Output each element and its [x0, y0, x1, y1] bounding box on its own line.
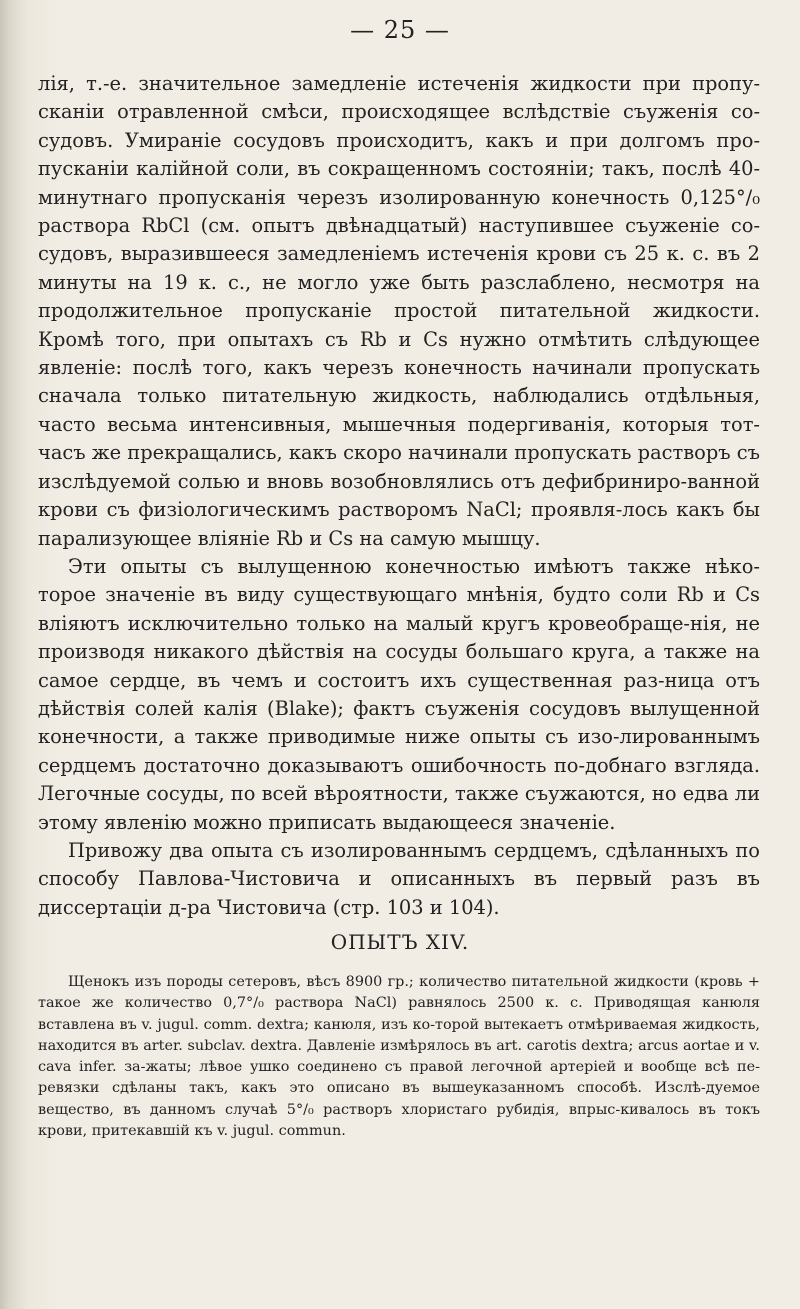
- section-title: ОПЫТЪ XIV.: [330, 930, 470, 954]
- page-number: — 25 —: [350, 16, 450, 44]
- experiment-description: Щенокъ изъ породы сетеровъ, вѣсъ 8900 гр.; количество питательной жидкости (кровь + такое же количество 0,7°/₀ раствора NaCl) равнялось 2500 к. с. Приводящая канюля вставлена въ v. jugul. comm. dextra; канюля, изъ ко-торой вытекаетъ отмѣриваемая жидкость, находится въ arter. subclav. dextra. Давленіе измѣрялось въ art. carotis dextra; arcus aortae и v. cava infer. за-жаты; лѣвое ушко соединено съ правой легочной артеріей и вообще всѣ пе-ревязки сдѣланы такъ, какъ это описано въ вышеуказанномъ способѣ. Изслѣ-дуемое вещество, въ данномъ случаѣ 5°/₀ растворъ хлористаго рубидія, впрыс-кивалось въ токъ крови, притекавшій къ v. jugul. commun.: [38, 974, 760, 1140]
- paragraph-2: Эти опыты съ вылущенною конечностью имѣютъ также нѣко-торое значеніе въ виду существующаго мнѣнія, будто соли Rb и Cs вліяютъ исключительно только на малый кругъ кровеобраще-нія, не производя никакого дѣйствія на сосуды большаго круга, а также на самое сердце, въ чемъ и состоитъ ихъ существенная раз-ница отъ дѣйствія солей калія (Blake); фактъ съуженія сосудовъ вылущенной конечности, а также приводимые ниже опыты съ изо-лированнымъ сердцемъ достаточно доказываютъ ошибочность по-добнаго взгляда. Легочные сосуды, по всей вѣроятности, также съужаются, но едва ли этому явленію можно приписать выдающееся значеніе.: [38, 554, 760, 834]
- paragraph-1: лія, т.-е. значительное замедленіе истеченія жидкости при пропу-сканіи отравленной смѣси, происходящее вслѣдствіе съуженія со-судовъ. Умираніе сосудовъ происходитъ, какъ и при долгомъ про-пусканіи калійной соли, въ сокращенномъ состояніи; такъ, послѣ 40-минутнаго пропусканія черезъ изолированную конечность 0,125°/₀ раствора RbCl (см. опытъ двѣнадцатый) наступившее съуженіе со-судовъ, выразившееся замедленіемъ истеченія крови съ 25 к. с. въ 2 минуты на 19 к. с., не могло уже быть разслаблено, несмотря на продолжительное пропусканіе простой питательной жидкости. Кромѣ того, при опытахъ съ Rb и Cs нужно отмѣтить слѣдующее явленіе: послѣ того, какъ черезъ конечность начинали пропускать сначала только питательную жидкость, наблюдались отдѣльныя, часто весьма интенсивныя, мышечныя подергиванія, которыя тот-часъ же прекращались, какъ скоро начинали пропускать растворъ съ изслѣдуемой солью и вновь возобновлялись отъ дефибриниро-ванной крови съ физіологическимъ растворомъ NaCl; проявля-лось какъ бы парализующее вліяніе Rb и Cs на самую мышцу.: [38, 72, 760, 550]
- paragraph-3: Привожу два опыта съ изолированнымъ сердцемъ, сдѣланныхъ по способу Павлова-Чистовича и описанныхъ въ первый разъ въ диссертаціи д-ра Чистовича (стр. 103 и 104).: [38, 838, 760, 919]
- body-text: [38, 70, 760, 922]
